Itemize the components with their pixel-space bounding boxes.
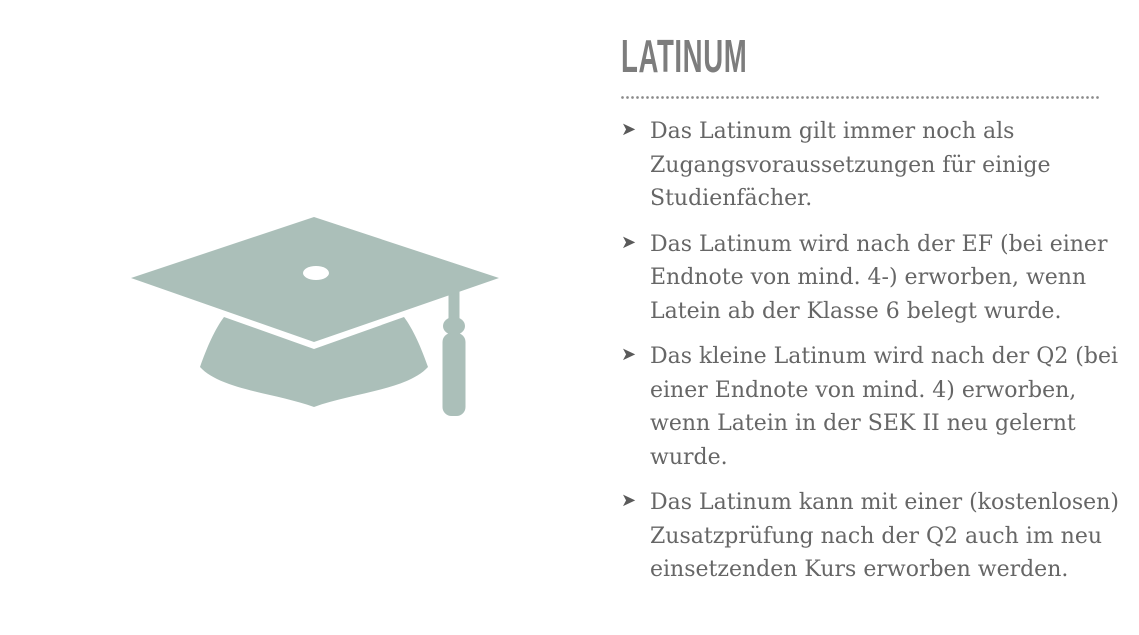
dotted-divider: [621, 96, 1099, 99]
mortarboard-button: [303, 266, 329, 280]
bullet-item: [621, 228, 1113, 329]
arrow-bullet-icon: ➤: [621, 490, 637, 511]
bullet-item: [621, 486, 1119, 587]
bullet-list: [621, 115, 1119, 587]
bullet-text: Das Latinum wird nach der EF (bei einer Endnote von mind. 4-) erworben, wenn Latein ab der Klasse 6 belegt wurde.: [650, 231, 1108, 324]
bullet-item: [621, 340, 1119, 474]
graduation-cap-svg: [127, 210, 502, 425]
bullet-text: Das Latinum kann mit einer (kostenlosen) Zusatzprüfung nach der Q2 auch im neu einsetzenden Kurs erworben werden.: [650, 490, 1119, 582]
arrow-bullet-icon: ➤: [621, 119, 637, 140]
arrow-bullet-icon: ➤: [621, 231, 637, 253]
content-column: [621, 30, 1119, 599]
tassel-body: [443, 333, 466, 416]
tassel-knob: [443, 317, 465, 335]
bullet-text: Das Latinum gilt immer noch als Zugangsvoraussetzungen für einige Studienfächer.: [650, 119, 1051, 211]
arrow-bullet-icon: ➤: [621, 344, 637, 365]
page-title: LATINUM: [621, 30, 748, 82]
bullet-text: Das kleine Latinum wird nach der Q2 (bei einer Endnote von mind. 4) erworben, wenn Latein in der SEK II neu gelernt wurde.: [650, 344, 1119, 470]
bullet-item: [621, 115, 1113, 216]
graduation-cap-icon: [127, 210, 502, 425]
